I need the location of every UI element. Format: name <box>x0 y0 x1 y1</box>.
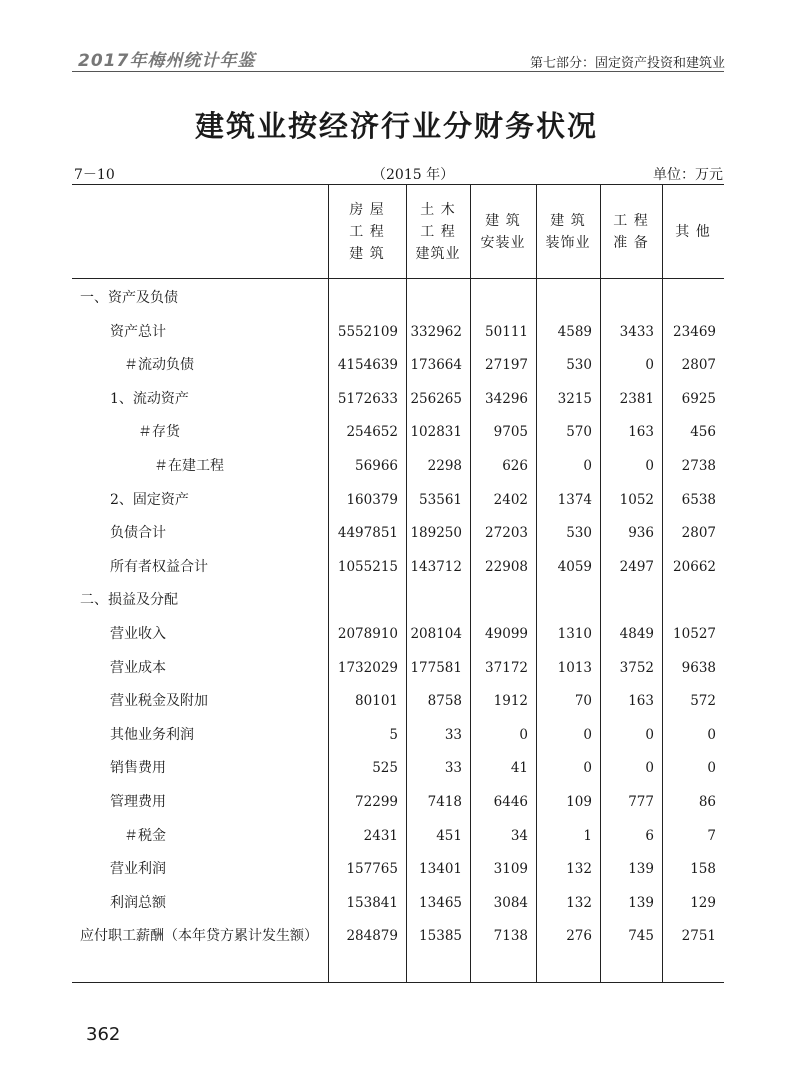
cell-value: 5172633 <box>337 390 398 407</box>
cell-value: 0 <box>519 726 528 743</box>
row-label: 应付职工薪酬（本年贷方累计发生额） <box>80 928 318 945</box>
cell-value: 5552109 <box>337 323 398 340</box>
page-title: 建筑业按经济行业分财务状况 <box>194 109 598 143</box>
table-row <box>72 685 724 718</box>
cell-value: 530 <box>566 357 592 374</box>
row-label: 负债合计 <box>110 525 166 542</box>
cell-value: 9705 <box>493 424 528 441</box>
cell-value: 936 <box>628 525 654 542</box>
cell-value: 72299 <box>355 794 398 810</box>
cell-value: 0 <box>645 357 654 374</box>
cell-value: 189250 <box>410 525 462 542</box>
cell-value: 56966 <box>355 458 398 474</box>
cell-value: 5 <box>389 726 398 743</box>
cell-value: 332962 <box>410 323 462 340</box>
cell-value: 2807 <box>681 525 716 542</box>
table-row <box>72 383 724 416</box>
cell-value: 160379 <box>346 491 398 508</box>
cell-value: 4497851 <box>337 525 398 542</box>
row-label: ＃流动负债 <box>124 357 194 374</box>
cell-value: 1 <box>583 827 592 844</box>
cell-value: 1912 <box>493 693 528 710</box>
cell-value: 6538 <box>681 491 716 508</box>
cell-value: 456 <box>690 424 716 441</box>
cell-value: 7138 <box>493 928 528 945</box>
cell-value: 2402 <box>493 491 528 508</box>
cell-value: 6925 <box>681 390 716 407</box>
table-row <box>72 786 724 819</box>
cell-value: 3433 <box>619 323 654 340</box>
row-label: 销售费用 <box>110 760 166 777</box>
row-label: 1、流动资产 <box>110 390 189 407</box>
row-label: 2、固定资产 <box>110 491 189 508</box>
table-row <box>72 584 724 617</box>
cell-value: 27197 <box>485 357 528 374</box>
cell-value: 34 <box>510 827 528 844</box>
table-row <box>72 484 724 517</box>
cell-value: 33 <box>444 760 462 777</box>
row-label: 营业税金及附加 <box>110 693 208 710</box>
row-label: ＃存货 <box>138 424 180 441</box>
section-header: 第七部分：固定资产投资和建筑业 <box>529 56 725 71</box>
cell-value: 0 <box>645 726 654 743</box>
cell-value: 0 <box>707 726 716 743</box>
column-header <box>536 185 600 278</box>
cell-value: 13465 <box>419 894 462 911</box>
cell-value: 530 <box>566 525 592 542</box>
cell-value: 177581 <box>410 659 462 676</box>
cell-value: 2298 <box>427 458 462 474</box>
table-row <box>72 853 724 886</box>
cell-value: 0 <box>583 458 592 474</box>
column-header <box>328 185 406 278</box>
cell-value: 3084 <box>493 894 528 911</box>
column-header-label: 建 筑 安装业 <box>480 212 526 251</box>
column-header <box>406 185 470 278</box>
cell-value: 572 <box>690 693 716 710</box>
cell-value: 4059 <box>557 558 592 575</box>
cell-value: 4849 <box>619 626 654 642</box>
column-header-label: 土 木 工 程 建筑业 <box>415 201 461 262</box>
column-header-label: 房 屋 工 程 建 筑 <box>349 201 385 262</box>
cell-value: 9638 <box>681 659 716 676</box>
column-header <box>600 185 662 278</box>
cell-value: 208104 <box>410 626 462 642</box>
cell-value: 102831 <box>410 424 462 441</box>
cell-value: 27203 <box>485 525 528 542</box>
cell-value: 1013 <box>557 659 592 676</box>
row-label: 其他业务利润 <box>110 726 194 743</box>
cell-value: 0 <box>645 458 654 474</box>
table-row <box>72 752 724 785</box>
cell-value: 15385 <box>419 928 462 945</box>
cell-value: 256265 <box>410 390 462 407</box>
cell-value: 132 <box>566 861 592 878</box>
cell-value: 1055215 <box>337 558 398 575</box>
table-row <box>72 618 724 651</box>
cell-value: 3109 <box>493 861 528 878</box>
cell-value: 0 <box>707 760 716 777</box>
cell-value: 7418 <box>427 794 462 810</box>
page-number: 362 <box>86 1024 121 1045</box>
table-number: 7－10 <box>74 167 115 183</box>
cell-value: 0 <box>645 760 654 777</box>
cell-value: 1374 <box>557 491 592 508</box>
row-label: 二、损益及分配 <box>80 592 178 609</box>
cell-value: 4589 <box>557 323 592 340</box>
cell-value: 777 <box>628 794 654 810</box>
cell-value: 451 <box>436 827 462 844</box>
row-label: 资产总计 <box>110 323 166 340</box>
cell-value: 276 <box>566 928 592 945</box>
cell-value: 10527 <box>673 626 716 642</box>
cell-value: 173664 <box>410 357 462 374</box>
cell-value: 570 <box>566 424 592 441</box>
cell-value: 23469 <box>673 323 716 340</box>
table-row <box>72 517 724 550</box>
cell-value: 2078910 <box>337 626 398 642</box>
cell-value: 22908 <box>485 558 528 575</box>
header-divider <box>72 71 724 72</box>
column-header <box>470 185 536 278</box>
table-row <box>72 719 724 752</box>
cell-value: 745 <box>628 928 654 945</box>
cell-value: 157765 <box>346 861 398 878</box>
cell-value: 284879 <box>346 928 398 945</box>
cell-value: 6 <box>645 827 654 844</box>
table-row <box>72 920 724 953</box>
cell-value: 0 <box>583 760 592 777</box>
table-row <box>72 282 724 315</box>
row-label: 利润总额 <box>110 894 166 911</box>
table-row <box>72 652 724 685</box>
cell-value: 143712 <box>410 558 462 575</box>
table-row <box>72 349 724 382</box>
cell-value: 153841 <box>346 894 398 911</box>
financial-table <box>72 184 724 983</box>
cell-value: 1310 <box>557 626 592 642</box>
cell-value: 129 <box>690 894 716 911</box>
cell-value: 139 <box>628 861 654 878</box>
cell-value: 4154639 <box>337 357 398 374</box>
row-label: ＃税金 <box>124 827 166 844</box>
cell-value: 33 <box>444 726 462 743</box>
cell-value: 70 <box>574 693 592 710</box>
table-row <box>72 450 724 483</box>
cell-value: 34296 <box>485 390 528 407</box>
cell-value: 7 <box>707 827 716 844</box>
table-row <box>72 551 724 584</box>
cell-value: 3752 <box>619 659 654 676</box>
table-year: （2015 年） <box>372 167 455 183</box>
column-header-label: 工 程 准 备 <box>613 212 649 251</box>
row-label: 一、资产及负债 <box>80 290 178 306</box>
cell-value: 0 <box>583 726 592 743</box>
row-label: 所有者权益合计 <box>110 558 208 575</box>
cell-value: 37172 <box>485 659 528 676</box>
cell-value: 525 <box>372 760 398 777</box>
column-header-label: 其 他 <box>675 223 711 240</box>
cell-value: 163 <box>628 424 654 441</box>
cell-value: 50111 <box>485 323 528 340</box>
cell-value: 53561 <box>419 491 462 508</box>
cell-value: 86 <box>698 794 716 810</box>
table-row <box>72 416 724 449</box>
cell-value: 139 <box>628 894 654 911</box>
cell-value: 13401 <box>419 861 462 878</box>
cell-value: 158 <box>690 861 716 878</box>
cell-value: 109 <box>566 794 592 810</box>
row-label: 营业利润 <box>110 861 166 878</box>
yearbook-header: 2017年梅州统计年鉴 <box>78 51 256 71</box>
cell-value: 2738 <box>681 458 716 474</box>
cell-value: 2497 <box>619 558 654 575</box>
cell-value: 41 <box>510 760 528 777</box>
table-unit: 单位：万元 <box>653 167 723 183</box>
cell-value: 3215 <box>557 390 592 407</box>
cell-value: 20662 <box>673 558 716 575</box>
table-row <box>72 316 724 349</box>
cell-value: 49099 <box>485 626 528 642</box>
cell-value: 132 <box>566 894 592 911</box>
cell-value: 2431 <box>363 827 398 844</box>
cell-value: 254652 <box>346 424 398 441</box>
column-header-label: 建 筑 装饰业 <box>545 212 591 251</box>
table-row <box>72 887 724 920</box>
cell-value: 2751 <box>681 928 716 945</box>
cell-value: 2807 <box>681 357 716 374</box>
cell-value: 2381 <box>619 390 654 407</box>
cell-value: 163 <box>628 693 654 710</box>
cell-value: 1732029 <box>337 659 398 676</box>
cell-value: 8758 <box>427 693 462 710</box>
table-header-divider <box>72 278 724 279</box>
cell-value: 626 <box>502 458 528 474</box>
row-label: 管理费用 <box>110 794 166 810</box>
row-label: ＃在建工程 <box>154 458 224 474</box>
cell-value: 80101 <box>355 693 398 710</box>
cell-value: 6446 <box>493 794 528 810</box>
row-label: 营业成本 <box>110 659 166 676</box>
cell-value: 1052 <box>619 491 654 508</box>
table-row <box>72 820 724 853</box>
row-label: 营业收入 <box>110 626 166 642</box>
column-header <box>662 185 724 278</box>
